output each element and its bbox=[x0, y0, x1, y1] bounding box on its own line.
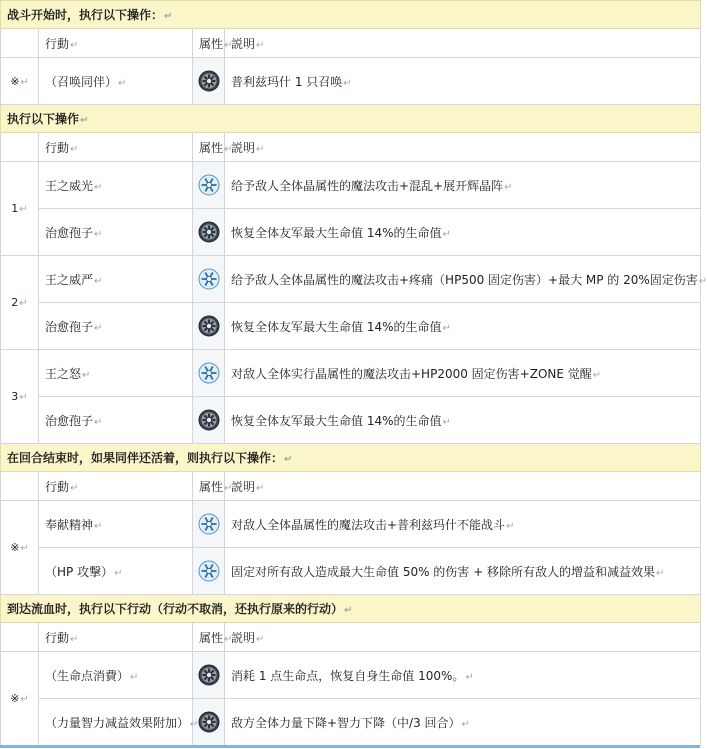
action-name-text: 治愈孢子 bbox=[45, 413, 94, 428]
return-mark: ↵ bbox=[592, 369, 602, 381]
section-title-row bbox=[1, 595, 701, 623]
action-description-text: 对敌人全体晶属性的魔法攻击+普利兹玛什不能战斗 bbox=[231, 517, 506, 532]
return-mark: ↵ bbox=[344, 605, 353, 616]
section-title-row bbox=[1, 1, 701, 29]
return-mark: ↵ bbox=[70, 39, 79, 51]
return-mark: ↵ bbox=[284, 454, 293, 465]
table-row bbox=[1, 548, 701, 595]
group-label bbox=[1, 162, 39, 256]
action-name bbox=[39, 350, 193, 397]
header-desc-text: 説明 bbox=[231, 479, 256, 494]
return-mark: ↵ bbox=[343, 77, 352, 89]
header-desc-text: 説明 bbox=[231, 630, 256, 645]
return-mark: ↵ bbox=[224, 633, 233, 645]
gear-dark-element-icon bbox=[193, 303, 225, 350]
gear-dark-element-icon bbox=[193, 209, 225, 256]
crystal-element-icon bbox=[193, 501, 225, 548]
section-title-text: 战斗开始时，执行以下操作： bbox=[7, 8, 164, 22]
return-mark: ↵ bbox=[70, 143, 79, 155]
column-header-row bbox=[1, 472, 701, 501]
table-row bbox=[1, 303, 701, 350]
action-description-text: 普利兹玛什 1 只召唤 bbox=[231, 74, 343, 89]
gear-dark-element-icon bbox=[193, 58, 225, 105]
return-mark: ↵ bbox=[118, 77, 127, 89]
header-desc bbox=[225, 29, 701, 58]
section-title bbox=[1, 105, 701, 133]
action-description bbox=[225, 699, 701, 746]
header-desc bbox=[225, 472, 701, 501]
return-mark: ↵ bbox=[442, 416, 451, 428]
action-description bbox=[225, 256, 707, 303]
section-title-text: 到达流血时，执行以下行动（行动不取消，还执行原来的行动） bbox=[7, 602, 344, 616]
gear-dark-element-icon bbox=[193, 652, 225, 699]
section-title bbox=[1, 1, 701, 29]
action-name bbox=[39, 303, 193, 350]
action-description-text: 给予敌人全体晶属性的魔法攻击+混乱+展开辉晶阵 bbox=[231, 178, 504, 193]
header-desc bbox=[225, 623, 701, 652]
return-mark: ↵ bbox=[164, 11, 173, 22]
action-name bbox=[39, 548, 193, 595]
header-attr bbox=[193, 472, 233, 501]
table-row bbox=[1, 652, 701, 699]
table-row bbox=[1, 256, 701, 303]
action-description-text: 恢复全体友军最大生命值 14%的生命值 bbox=[231, 319, 442, 334]
header-blank bbox=[1, 29, 39, 58]
return-mark: ↵ bbox=[190, 718, 199, 730]
group-label bbox=[1, 501, 39, 595]
group-label-text: 2 bbox=[11, 296, 19, 309]
return-mark: ↵ bbox=[461, 718, 470, 730]
group-label-text: ※ bbox=[10, 74, 20, 88]
action-description bbox=[225, 501, 701, 548]
crystal-element-icon bbox=[193, 350, 225, 397]
return-mark: ↵ bbox=[504, 181, 513, 193]
return-mark: ↵ bbox=[19, 298, 28, 309]
action-description bbox=[225, 548, 701, 595]
header-attr bbox=[193, 623, 233, 652]
column-header-row bbox=[1, 133, 701, 162]
header-action bbox=[39, 623, 193, 652]
header-action bbox=[39, 29, 193, 58]
return-mark: ↵ bbox=[19, 392, 28, 403]
return-mark: ↵ bbox=[224, 482, 233, 494]
return-mark: ↵ bbox=[224, 143, 233, 155]
action-description-text: 固定对所有敌人造成最大生命值 50% 的伤害 + 移除所有敌人的增益和减益效果 bbox=[231, 564, 655, 579]
action-name bbox=[39, 209, 193, 256]
gear-dark-element-icon bbox=[193, 397, 225, 444]
header-desc bbox=[225, 133, 701, 162]
header-desc-text: 説明 bbox=[231, 36, 256, 51]
action-description bbox=[225, 303, 701, 350]
return-mark: ↵ bbox=[656, 567, 665, 579]
header-blank bbox=[1, 623, 39, 652]
action-name-text: （生命点消費） bbox=[45, 668, 130, 683]
return-mark: ↵ bbox=[698, 275, 707, 287]
return-mark: ↵ bbox=[20, 76, 29, 88]
return-mark: ↵ bbox=[94, 181, 103, 193]
action-description-text: 给予敌人全体晶属性的魔法攻击+疼痛（HP500 固定伤害）+最大 MP 的 20%固定伤害 bbox=[231, 272, 698, 287]
action-name bbox=[39, 397, 193, 444]
header-attr-text: 属性 bbox=[199, 36, 224, 51]
crystal-element-icon bbox=[193, 256, 225, 303]
return-mark: ↵ bbox=[70, 482, 79, 494]
action-name-text: 治愈孢子 bbox=[45, 225, 94, 240]
table-row bbox=[1, 58, 701, 105]
table-row bbox=[1, 699, 701, 746]
header-desc-text: 説明 bbox=[231, 140, 256, 155]
action-description-text: 消耗 1 点生命点，恢复自身生命值 100%。 bbox=[231, 668, 465, 683]
group-label-text: 3 bbox=[11, 390, 19, 403]
section-title bbox=[1, 444, 701, 472]
action-name-text: 治愈孢子 bbox=[45, 319, 94, 334]
action-name bbox=[39, 58, 193, 105]
group-label-text: ※ bbox=[10, 692, 20, 705]
return-mark: ↵ bbox=[20, 694, 29, 705]
group-label-text: 1 bbox=[11, 202, 19, 215]
action-description bbox=[225, 397, 701, 444]
return-mark: ↵ bbox=[94, 520, 103, 532]
action-description bbox=[225, 652, 701, 699]
section-title-text: 执行以下操作 bbox=[7, 112, 80, 126]
group-label bbox=[1, 256, 39, 350]
action-name-text: 王之威严 bbox=[45, 272, 94, 287]
return-mark: ↵ bbox=[442, 228, 451, 240]
header-attr-text: 属性 bbox=[199, 630, 224, 645]
return-mark: ↵ bbox=[256, 39, 265, 51]
table-row bbox=[1, 209, 701, 256]
header-attr bbox=[193, 133, 233, 162]
action-description-text: 恢复全体友军最大生命值 14%的生命值 bbox=[231, 413, 442, 428]
table-row bbox=[1, 397, 701, 444]
bottom-border bbox=[0, 745, 700, 748]
return-mark: ↵ bbox=[256, 143, 265, 155]
action-description bbox=[225, 209, 701, 256]
action-name-text: （HP 攻撃） bbox=[45, 564, 114, 579]
return-mark: ↵ bbox=[256, 633, 265, 645]
crystal-element-icon bbox=[193, 548, 225, 595]
action-name-text: （召唤同伴） bbox=[45, 74, 118, 89]
return-mark: ↵ bbox=[70, 633, 79, 645]
return-mark: ↵ bbox=[442, 322, 451, 334]
action-description-text: 对敌人全体实行晶属性的魔法攻击+HP2000 固定伤害+ZONE 觉醒 bbox=[231, 366, 592, 381]
return-mark: ↵ bbox=[94, 416, 103, 428]
header-action-text: 行動 bbox=[45, 479, 70, 494]
return-mark: ↵ bbox=[465, 671, 474, 683]
action-description bbox=[225, 58, 701, 105]
header-blank bbox=[1, 472, 39, 501]
header-attr-text: 属性 bbox=[199, 479, 224, 494]
column-header-row bbox=[1, 623, 701, 652]
section-title-row bbox=[1, 105, 701, 133]
section-title bbox=[1, 595, 701, 623]
group-label bbox=[1, 350, 39, 444]
section-title-row bbox=[1, 444, 701, 472]
header-action-text: 行動 bbox=[45, 36, 70, 51]
return-mark: ↵ bbox=[19, 204, 28, 215]
group-label-text: ※ bbox=[10, 541, 20, 554]
action-name-text: 王之怒 bbox=[45, 366, 82, 381]
table-row bbox=[1, 501, 701, 548]
header-action-text: 行動 bbox=[45, 140, 70, 155]
crystal-element-icon bbox=[193, 162, 225, 209]
header-action bbox=[39, 133, 193, 162]
table-row bbox=[1, 162, 701, 209]
return-mark: ↵ bbox=[94, 228, 103, 240]
action-description-text: 恢复全体友军最大生命值 14%的生命值 bbox=[231, 225, 442, 240]
return-mark: ↵ bbox=[224, 39, 233, 51]
return-mark: ↵ bbox=[94, 322, 103, 334]
header-action bbox=[39, 472, 193, 501]
return-mark: ↵ bbox=[94, 275, 103, 287]
action-name-text: 王之威光 bbox=[45, 178, 94, 193]
header-attr-text: 属性 bbox=[199, 140, 224, 155]
section-title-text: 在回合结束时，如果同伴还活着，则执行以下操作： bbox=[7, 451, 284, 465]
return-mark: ↵ bbox=[20, 543, 29, 554]
return-mark: ↵ bbox=[82, 369, 91, 381]
return-mark: ↵ bbox=[256, 482, 265, 494]
table-row bbox=[1, 350, 701, 397]
header-attr bbox=[193, 29, 233, 58]
action-description bbox=[225, 162, 701, 209]
action-description bbox=[225, 350, 701, 397]
return-mark: ↵ bbox=[114, 567, 123, 579]
group-label bbox=[1, 652, 39, 746]
action-description-text: 敌方全体力量下降+智力下降（中/3 回合） bbox=[231, 715, 461, 730]
action-name bbox=[39, 162, 193, 209]
action-name bbox=[39, 652, 193, 699]
header-blank bbox=[1, 133, 39, 162]
header-action-text: 行動 bbox=[45, 630, 70, 645]
column-header-row bbox=[1, 29, 701, 58]
group-label bbox=[1, 58, 39, 105]
action-name bbox=[39, 501, 193, 548]
gear-dark-element-icon bbox=[193, 699, 225, 746]
action-name-text: （力量智力减益效果附加） bbox=[45, 715, 190, 730]
return-mark: ↵ bbox=[130, 671, 139, 683]
action-name bbox=[39, 699, 199, 746]
return-mark: ↵ bbox=[506, 520, 515, 532]
return-mark: ↵ bbox=[80, 115, 89, 126]
action-name bbox=[39, 256, 193, 303]
action-name-text: 奉献精神 bbox=[45, 517, 94, 532]
